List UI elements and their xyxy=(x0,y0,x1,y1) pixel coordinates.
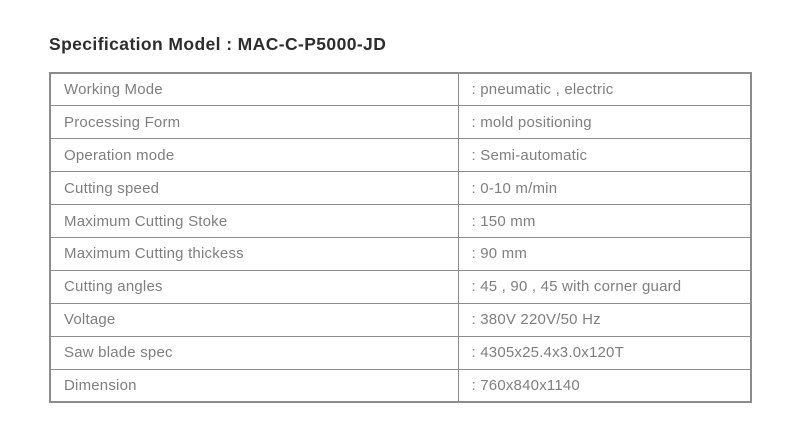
spec-label-cell: Cutting angles xyxy=(50,270,458,303)
table-row xyxy=(50,303,751,336)
spec-label-cell: Maximum Cutting thickess xyxy=(50,237,458,270)
spec-table xyxy=(49,72,752,403)
table-row xyxy=(50,205,751,238)
table-row xyxy=(50,270,751,303)
spec-label-cell: Dimension xyxy=(50,369,458,402)
spec-label-cell: Operation mode xyxy=(50,139,458,172)
table-row xyxy=(50,139,751,172)
spec-label-cell: Processing Form xyxy=(50,106,458,139)
table-row xyxy=(50,369,751,402)
spec-value-cell: : 45 , 90 , 45 with corner guard xyxy=(458,270,751,303)
spec-value-cell: : 760x840x1140 xyxy=(458,369,751,402)
table-row xyxy=(50,73,751,106)
spec-value-cell: : 4305x25.4x3.0x120T xyxy=(458,336,751,369)
spec-label-cell: Working Mode xyxy=(50,73,458,106)
spec-value-cell: : 380V 220V/50 Hz xyxy=(458,303,751,336)
spec-label-cell: Maximum Cutting Stoke xyxy=(50,205,458,238)
spec-value-cell: : mold positioning xyxy=(458,106,751,139)
spec-value-cell: : 0-10 m/min xyxy=(458,172,751,205)
spec-value-cell: : 90 mm xyxy=(458,237,751,270)
spec-value-cell: : Semi-automatic xyxy=(458,139,751,172)
spec-value-cell: : 150 mm xyxy=(458,205,751,238)
page-title: Specification Model : MAC-C-P5000-JD xyxy=(49,34,387,54)
spec-label-cell: Saw blade spec xyxy=(50,336,458,369)
spec-value-cell: : pneumatic , electric xyxy=(458,73,751,106)
table-row xyxy=(50,172,751,205)
spec-label-cell: Cutting speed xyxy=(50,172,458,205)
table-row xyxy=(50,336,751,369)
spec-label-cell: Voltage xyxy=(50,303,458,336)
table-row xyxy=(50,237,751,270)
table-row xyxy=(50,106,751,139)
